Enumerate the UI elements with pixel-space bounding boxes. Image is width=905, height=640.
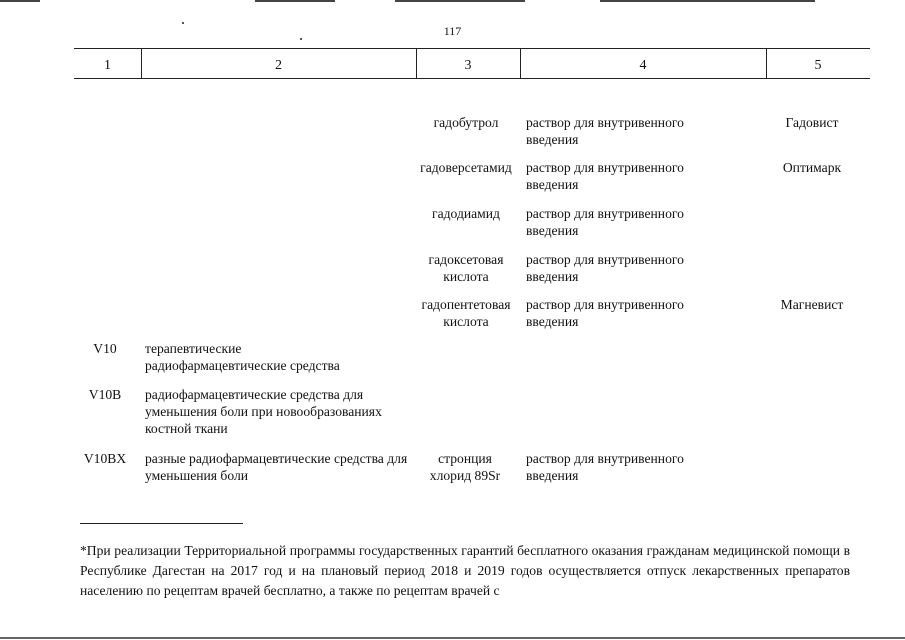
footnote-separator [80, 523, 243, 524]
table-cell-trade: Оптимарк [782, 160, 842, 175]
scan-edge-top-mid2 [395, 0, 525, 2]
table-cell-code: V10 [93, 341, 117, 356]
header-bottom-rule [74, 78, 870, 79]
table-cell-code: V10B [88, 387, 122, 402]
table-cell-code: V10BX [83, 451, 127, 466]
scan-edge-top-left [0, 0, 40, 2]
table-cell-trade: Магневист [780, 297, 844, 312]
scan-edge-top-right [600, 0, 815, 2]
column-header-5: 5 [814, 58, 822, 73]
table-cell-form: раствор для внутривенного введения [526, 252, 684, 284]
table-cell-group: разные радиофармацевтические средства для уменьшения боли [145, 451, 408, 483]
column-header-3: 3 [464, 58, 472, 73]
column-header-4: 4 [639, 58, 647, 73]
table-cell-inn: гадопентетовая кислота [421, 297, 511, 329]
table-cell-inn: гадобутрол [433, 115, 499, 130]
scan-edge-bottom [0, 637, 905, 639]
table-cell-inn: стронция хлорид 89Sr [429, 451, 501, 483]
header-top-rule [74, 48, 870, 49]
table-cell-inn: гадоксетовая кислота [428, 252, 504, 284]
page-number: 117 [443, 24, 462, 38]
table-cell-inn: гадоверсетамид [420, 160, 512, 175]
table-cell-group: радиофармацевтические средства для уменьшения боли при новообразованиях костной ткани [145, 387, 382, 436]
table-cell-form: раствор для внутривенного введения [526, 160, 684, 192]
column-header-1: 1 [104, 58, 111, 73]
table-cell-trade: Гадовист [785, 115, 839, 130]
table-cell-inn: гадодиамид [432, 206, 500, 221]
table-cell-form: раствор для внутривенного введения [526, 297, 684, 329]
scan-edge-top-mid [255, 0, 335, 2]
table-cell-group: терапевтические радиофармацевтические средства [145, 341, 340, 373]
column-header-2: 2 [275, 58, 282, 73]
table-cell-form: раствор для внутривенного введения [526, 451, 684, 483]
footnote-text: *При реализации Территориальной программы государственных гарантий бесплатного оказания гражданам медицинской помощи в Республике Дагестан на 2017 год и на плановый период 2018 и 2019 годов осуществляется отпуск лекарственных препаратов населению по рецептам врачей бесплатно, а также по рецептам врачей с [80, 543, 850, 598]
table-cell-form: раствор для внутривенного введения [526, 206, 684, 238]
table-cell-form: раствор для внутривенного введения [526, 115, 684, 147]
